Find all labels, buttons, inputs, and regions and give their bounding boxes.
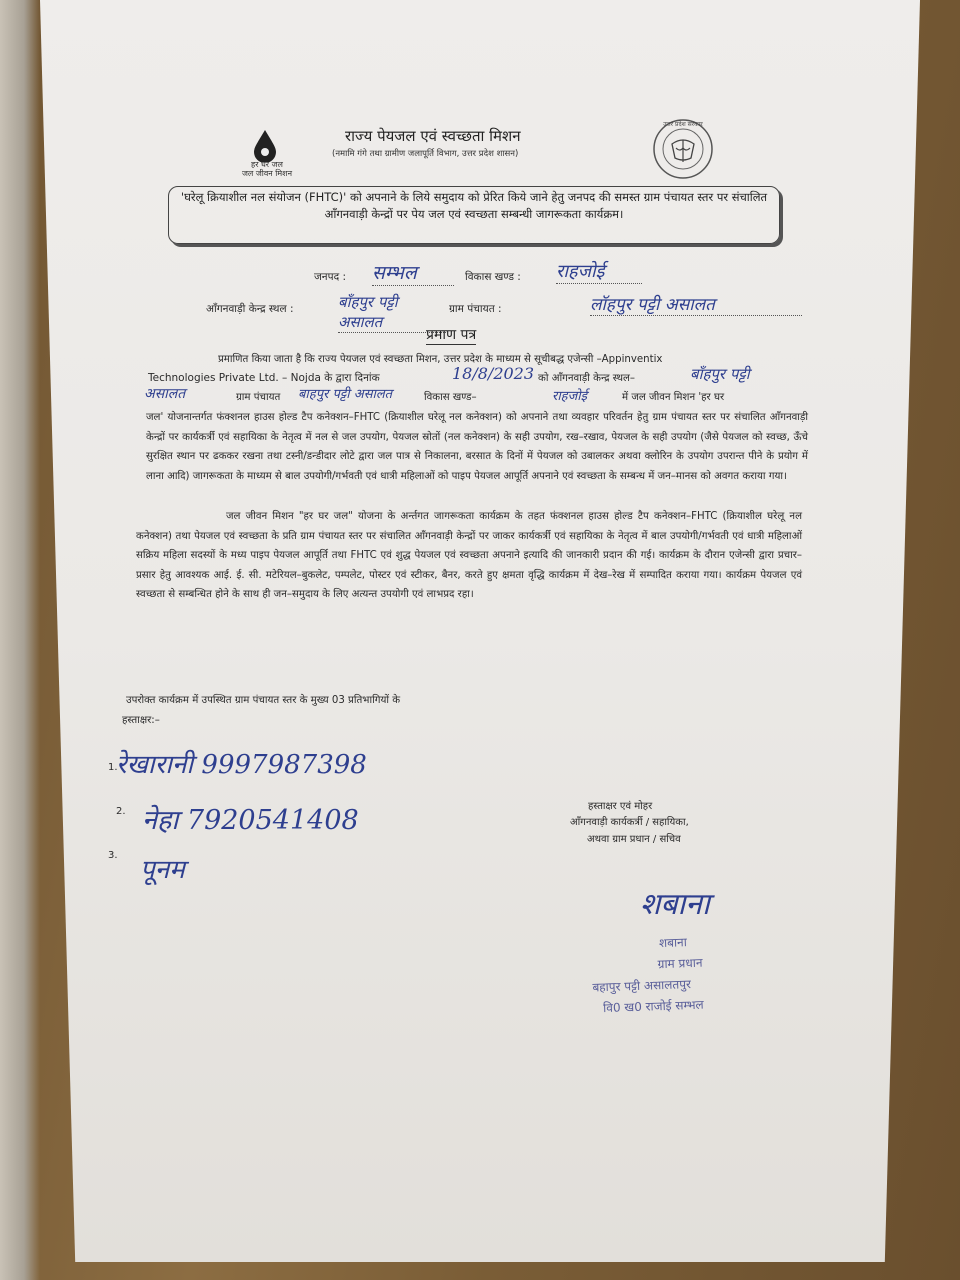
kendra-handwritten: बाँहपुर पट्टी	[690, 365, 750, 383]
gram-panchayat-label: ग्राम पंचायत :	[449, 303, 502, 315]
stamp-line-1: शबाना	[658, 935, 688, 951]
attendees-intro: उपरोक्त कार्यक्रम में उपस्थित ग्राम पंचायत स्तर के मुख्य 03 प्रतिभागियों के	[126, 695, 401, 706]
emblem-text: उत्तर प्रदेश सरकार	[663, 121, 703, 128]
program-banner: 'घरेलू क्रियाशील नल संयोजन (FHTC)' को अपनाने के लिये समुदाय को प्रेरित किये जाने हेतु जनपद की समस्त ग्राम पंचायत स्तर पर संचालित आँगनवाड़ी केन्द्रों पर पेय जल एवं स्वच्छता सम्बन्धी जागरूकता कार्यक्रम।	[168, 186, 780, 244]
para1-line3b: विकास खण्ड–	[424, 392, 477, 403]
attendee-2-signature: नेहा 7920541408	[142, 805, 359, 836]
gram-panchayat-value: लॉहपुर पट्टी असालत	[590, 292, 802, 316]
paper-stack-edge	[0, 0, 40, 1280]
attendee-2-number: 2.	[116, 806, 126, 817]
kendra-label: आँगनवाड़ी केन्द्र स्थल :	[206, 303, 294, 315]
asalat-handwritten: असालत	[144, 386, 186, 402]
vikas-khand-value: राहजोई	[556, 259, 642, 284]
signatory-role-2: अथवा ग्राम प्रधान / सचिव	[587, 834, 681, 845]
program-date: 18/8/2023	[452, 364, 535, 383]
para1-body: जल' योजनान्तर्गत फंक्शनल हाउस होल्ड टैप कनेक्शन–FHTC (क्रियाशील घरेलू नल कनेक्शन) को अपनाने तथा व्यवहार परिवर्तन हेतु ग्राम पंचायत स्तर पर संचालित आँगनवाड़ी केन्द्रों पर कार्यकर्त्री एवं सहायिका के नेतृत्व में नल से जल उपयोग, पेयजल स्रोतों (नल कनेक्शन) के सही उपयोग, रख–रखाव, पेयजल के सही उपयोग (जैसे पेयजल को स्वच्छ, ऊँचे सुरक्षित स्थान पर ढककर रखना तथा टस्नी/डन्डीदार लोटे द्वारा जल पात्र से निकालना, बरसात के दिनों में पेयजल को उबालकर अथवा क्लोरिन के उपयोग उपरान्त पीने के प्रयोग में लाना आदि) जागरूकता के माध्यम से बाल उपयोगी/गर्भवती एवं धात्री महिलाओं को पाइप पेयजल आपूर्ति अपनाने एवं स्वच्छता के सम्बन्ध में जन–मानस को अवगत कराया गया।	[146, 412, 808, 482]
pradhan-signature: शबाना	[640, 887, 710, 922]
kendra-value: बाँहपुर पट्टी असालत	[338, 292, 446, 333]
para2-body: जल जीवन मिशन "हर घर जल" योजना के अर्न्तगत जागरूकता कार्यक्रम के तहत फंक्शनल हाउस होल्ड टैप कनेक्शन–FHTC (क्रियाशील घरेलू नल कनेक्शन) तथा पेयजल एवं स्वच्छता के प्रति ग्राम पंचायत स्तर पर संचालित आँगनवाड़ी केन्द्रों पर जाकर कार्यकर्त्री एवं सहायिका के नेतृत्व में बाल उपयोगी/गर्भवती एवं धात्री महिलाओं सक्रिय महिला सदस्यों के मध्य पाइप पेयजल आपूर्ति तथा FHTC एवं शुद्ध पेयजल एवं स्वच्छता अपनाने इत्यादि की जानकारी प्रदान की गई। कार्यक्रम के दौरान एजेन्सी द्वारा प्रचार–प्रसार हेतु आवश्यक आई. ई. सी. मटेरियल–बुकलेट, पम्पलेट, पोस्टर एवं स्टीकर, बैनर, करते हुए क्षमता वृद्धि कार्यक्रम में देख–रेख में सम्पादित कराया गया। कार्यक्रम पेयजल एवं स्वच्छता से सम्बन्धित होने के साथ ही जन–समुदाय के लिए अत्यन्त उपयोगी एवं लाभप्रद रहा।	[136, 511, 802, 600]
signatory-role-1: आँगनवाड़ी कार्यकर्त्री / सहायिका,	[570, 817, 689, 828]
stamp-line-3: बहापुर पट्टी असालतपुर	[592, 977, 692, 995]
attendee-1-number: 1.	[108, 762, 118, 773]
stamp-line-2: ग्राम प्रधान	[657, 955, 703, 972]
para1-line2a: Technologies Private Ltd. – Nojda के द्वारा दिनांक	[148, 372, 380, 384]
para1-line3c: में जल जीवन मिशन 'हर घर	[622, 392, 725, 403]
header-subtitle: (नमामि गंगे तथा ग्रामीण जलापूर्ति विभाग, उत्तर प्रदेश शासन)	[332, 149, 519, 159]
attendee-3-signature: पूनम	[140, 855, 185, 885]
block-handwritten: राहजोई	[552, 389, 587, 404]
janpad-label: जनपद :	[314, 271, 347, 283]
attendee-3-number: 3.	[108, 850, 118, 861]
certificate-title: प्रमाण पत्र	[426, 327, 477, 343]
logo-caption: हर घर जल जल जीवन मिशन	[241, 160, 293, 178]
pradhan-stamp	[592, 926, 862, 1018]
attendees-signature-label: हस्ताक्षर:–	[122, 715, 160, 726]
attendee-1-signature: रेखारानी 9997987398	[116, 750, 367, 780]
gram-handwritten: बाहपुर पट्टी असालत	[298, 387, 393, 402]
para1-line2b: को आँगनवाड़ी केन्द्र स्थल–	[538, 373, 636, 384]
vikas-khand-label: विकास खण्ड :	[465, 271, 521, 283]
para1-line3a: ग्राम पंचायत	[236, 392, 281, 403]
header-title: राज्य पेयजल एवं स्वच्छता मिशन	[345, 127, 521, 145]
water-drop-logo-icon	[248, 128, 282, 162]
sign-seal-label: हस्ताक्षर एवं मोहर	[588, 801, 653, 812]
janpad-value: सम्भल	[372, 259, 454, 286]
stamp-line-4: वि0 ख0 राजोई सम्भल	[602, 997, 704, 1016]
para1-line1: प्रमाणित किया जाता है कि राज्य पेयजल एवं स्वच्छता मिशन, उत्तर प्रदेश के माध्यम से सूचीबद्ध एजेन्सी –Appinventix	[218, 354, 663, 365]
